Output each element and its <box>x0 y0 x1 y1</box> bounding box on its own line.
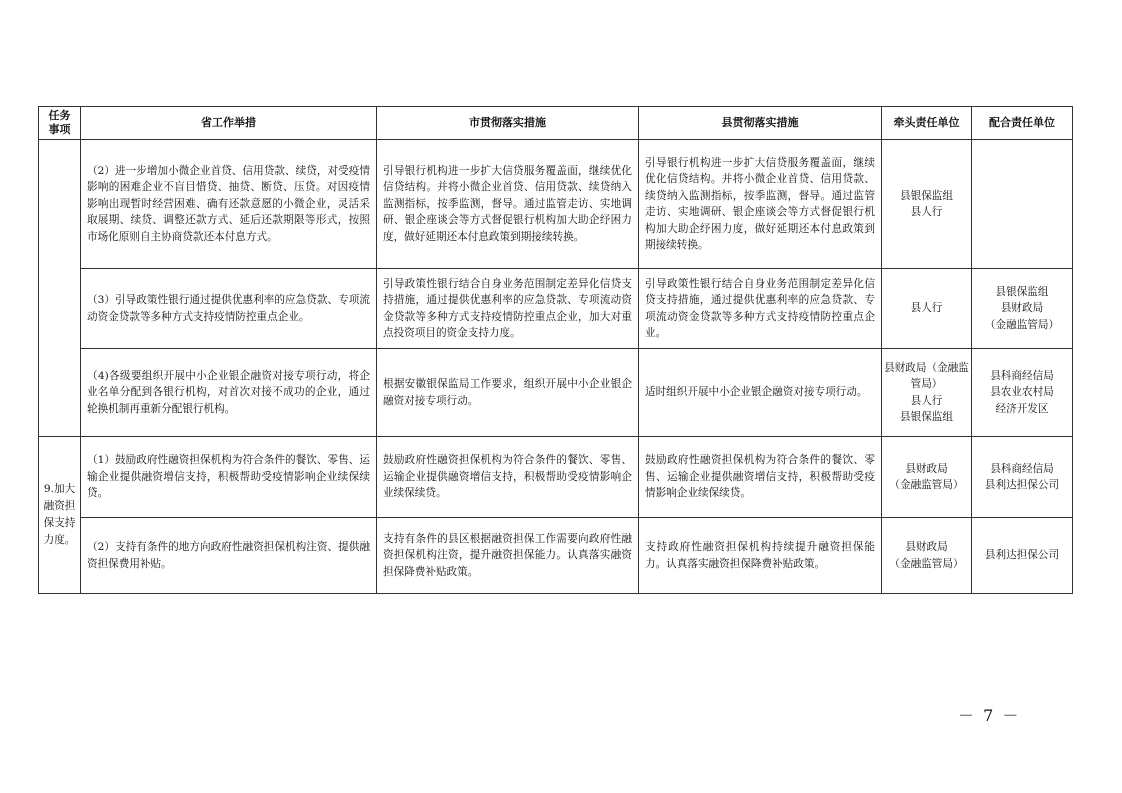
table-header-row <box>39 107 1073 140</box>
cooperate-unit-cell: 县科商经信局 县农业农村局 经济开发区 <box>972 349 1073 437</box>
lead-unit-cell: 县财政局（金融监管局） 县人行 县银保监组 <box>882 349 972 437</box>
county-measure-cell: 支持政府性融资担保机构持续提升融资担保能力。认真落实融资担保降费补贴政策。 <box>639 518 882 594</box>
header-cooperate-unit: 配合责任单位 <box>972 107 1073 140</box>
table-row <box>39 269 1073 349</box>
policy-table <box>38 106 1073 594</box>
task-cell-9: 9.加大融资担保支持力度。 <box>39 437 81 594</box>
province-measure-cell: （3）引导政策性银行通过提供优惠利率的应急贷款、专项流动资金贷款等多种方式支持疫情防控重点企业。 <box>81 269 377 349</box>
cooperate-unit-cell <box>972 140 1073 269</box>
table-row <box>39 140 1073 269</box>
city-measure-cell: 引导政策性银行结合自身业务范围制定差异化信贷支持措施，通过提供优惠利率的应急贷款、专项流动资金贷款等多种方式支持疫情防控重点企业，加大对重点投资项目的资金支持力度。 <box>377 269 639 349</box>
county-measure-cell: 适时组织开展中小企业银企融资对接专项行动。 <box>639 349 882 437</box>
header-lead-unit: 牵头责任单位 <box>882 107 972 140</box>
header-city-measures: 市贯彻落实措施 <box>377 107 639 140</box>
cooperate-unit-cell: 县利达担保公司 <box>972 518 1073 594</box>
province-measure-cell: （2）进一步增加小微企业首贷、信用贷款、续贷，对受疫情影响的困难企业不盲目惜贷、抽贷、断贷、压贷。对因疫情影响出现暂时经营困难、确有还款意愿的小微企业，灵活采取展期、续贷、调整还款方式、延后还款期限等形式，按照市场化原则自主协商贷款还本付息方式。 <box>81 140 377 269</box>
lead-unit-cell: 县财政局 （金融监管局） <box>882 437 972 518</box>
city-measure-cell: 引导银行机构进一步扩大信贷服务覆盖面，继续优化信贷结构。并将小微企业首贷、信用贷款、续贷纳入监测指标，按季监测，督导。通过监管走访、实地调研、银企座谈会等方式督促银行机构加大助企纾困力度，做好延期还本付息政策到期接续转换。 <box>377 140 639 269</box>
cooperate-unit-cell: 县科商经信局 县利达担保公司 <box>972 437 1073 518</box>
city-measure-cell: 根据安徽银保监局工作要求，组织开展中小企业银企融资对接专项行动。 <box>377 349 639 437</box>
city-measure-cell: 鼓励政府性融资担保机构为符合条件的餐饮、零售、运输企业提供融资增信支持，积极帮助受疫情影响企业续保续贷。 <box>377 437 639 518</box>
header-county-measures: 县贯彻落实措施 <box>639 107 882 140</box>
city-measure-cell: 支持有条件的县区根据融资担保工作需要向政府性融资担保机构注资，提升融资担保能力。认真落实融资担保降费补贴政策。 <box>377 518 639 594</box>
header-task: 任务 事项 <box>39 107 81 140</box>
task-cell-continued <box>39 140 81 437</box>
county-measure-cell: 引导银行机构进一步扩大信贷服务覆盖面，继续优化信贷结构。并将小微企业首贷、信用贷款、续贷纳入监测指标，按季监测，督导。通过监管走访、实地调研、银企座谈会等方式督促银行机构加大助企纾困力度，做好延期还本付息政策到期接续转换。 <box>639 140 882 269</box>
lead-unit-cell: 县银保监组 县人行 <box>882 140 972 269</box>
lead-unit-cell: 县人行 <box>882 269 972 349</box>
county-measure-cell: 鼓励政府性融资担保机构为符合条件的餐饮、零售、运输企业提供融资增信支持，积极帮助受疫情影响企业续保续贷。 <box>639 437 882 518</box>
province-measure-cell: （2）支持有条件的地方向政府性融资担保机构注资、提供融资担保费用补贴。 <box>81 518 377 594</box>
province-measure-cell: （4)各级要组织开展中小企业银企融资对接专项行动，将企业名单分配到各银行机构，对首次对接不成功的企业，通过轮换机制再重新分配银行机构。 <box>81 349 377 437</box>
header-province-measures: 省工作举措 <box>81 107 377 140</box>
table-row <box>39 437 1073 518</box>
table-row <box>39 518 1073 594</box>
county-measure-cell: 引导政策性银行结合自身业务范围制定差异化信贷支持措施，通过提供优惠利率的应急贷款、专项流动资金贷款等多种方式支持疫情防控重点企业。 <box>639 269 882 349</box>
page-number: － 7 － <box>958 706 1021 725</box>
province-measure-cell: （1）鼓励政府性融资担保机构为符合条件的餐饮、零售、运输企业提供融资增信支持，积极帮助受疫情影响企业续保续贷。 <box>81 437 377 518</box>
cooperate-unit-cell: 县银保监组 县财政局 （金融监管局） <box>972 269 1073 349</box>
table-row <box>39 349 1073 437</box>
lead-unit-cell: 县财政局 （金融监管局） <box>882 518 972 594</box>
